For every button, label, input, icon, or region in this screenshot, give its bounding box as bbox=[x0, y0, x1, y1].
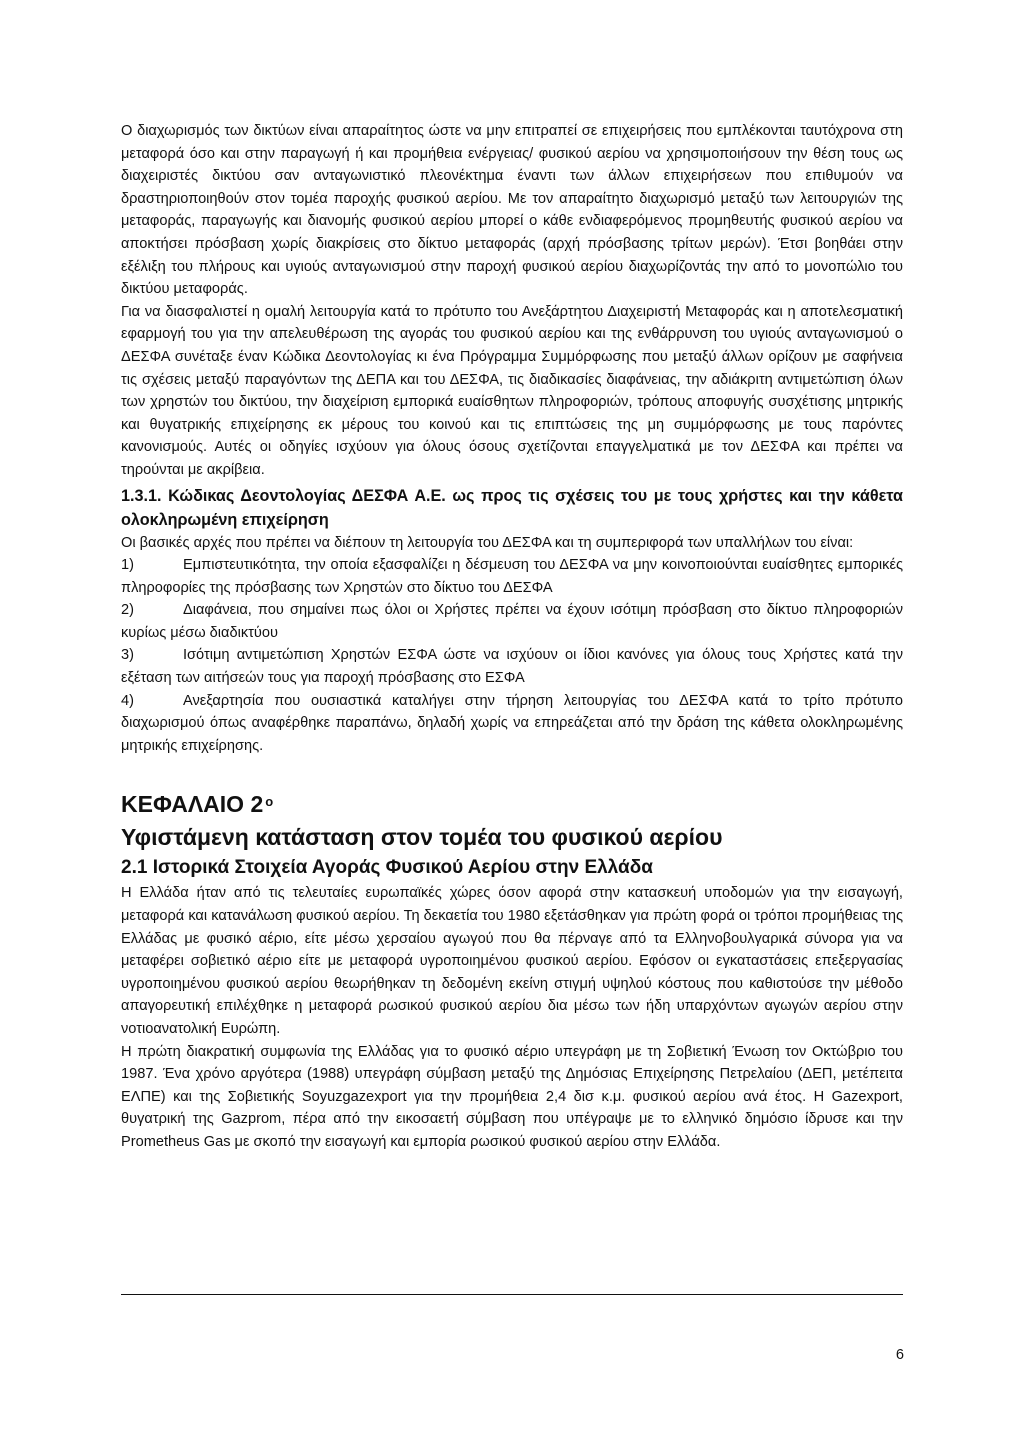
subsection-heading-2-1: 2.1 Ιστορικά Στοιχεία Αγοράς Φυσικού Αερίου στην Ελλάδα bbox=[121, 857, 653, 879]
paragraph-separation-of-networks: Ο διαχωρισμός των δικτύων είναι απαραίτητος ώστε να μην επιτραπεί σε επιχειρήσεις που εμπλέκονται ταυτόχρονα στη μεταφορά όσο και στην παραγωγή ή και προμήθεια ενέργειας/ φυσικού αερίου να χρησιμοποιήσουν την θέση τους ως διαχειριστές δικτύου σαν ανταγωνιστικό πλεονέκτημα έναντι των άλλων επιχειρήσεων που επιθυμούν να δραστηριοποιηθούν στον τομέα παροχής φυσικού αερίου. Με τον απαραίτητο διαχωρισμό μεταξύ των λειτουργιών της μεταφοράς, παραγωγής και διανομής φυσικού αερίου μπορεί ο κάθε ενδιαφερόμενος προμηθευτής φυσικού αερίου να αποκτήσει πρόσβαση χωρίς διακρίσεις στο δίκτυο μεταφοράς (αρχή πρόσβασης τρίτων μερών). Έτσι βοηθάει στην εξέλιξη του πλήρους και υγιούς ανταγωνισμού στην παροχή φυσικού αερίου διαχωρίζοντάς την από το μονοπώλιο του δικτύου μεταφοράς. bbox=[121, 123, 903, 298]
list-item-number: 1) bbox=[121, 557, 134, 574]
list-item-number: 4) bbox=[121, 692, 134, 709]
list-item bbox=[121, 690, 903, 758]
page-body bbox=[121, 120, 903, 1154]
chapter-label: ΚΕΦΑΛΑΙΟ 2 bbox=[121, 791, 264, 818]
list-item-text: Ισότιμη αντιμετώπιση Χρηστών ΕΣΦΑ ώστε να ισχύουν οι ίδιοι κανόνες για όλους τους Χρήστες κατά την εξέταση των αιτήσεών τους για παροχή πρόσβασης στο ΕΣΦΑ bbox=[121, 647, 903, 687]
chapter-superscript: ο bbox=[265, 794, 274, 810]
list-item bbox=[121, 554, 903, 599]
paragraph-history-1: Η Ελλάδα ήταν από τις τελευταίες ευρωπαϊκές χώρες όσον αφορά στην κατασκευή υποδομών για την εισαγωγή, μεταφορά και κατανάλωση φυσικού αερίου. Τη δεκαετία του 1980 εξετάσθηκαν για πρώτη φορά οι τρόποι προμήθειας της Ελλάδας με φυσικό αέριο, είτε μέσω χερσαίου αγωγού που θα πέρναγε από τα Ελληνοβουλγαρικά σύνορα για να μεταφέρει σοβιετικό αέριο είτε με μεταφορά υγροποιημένου φυσικού αερίου. Εφόσον οι εγκαταστάσεις επεξεργασίας υγροποιημένου φυσικού αερίου θεωρήθηκαν τη δεδομένη εκείνη στιγμή υψηλού κόστους που καθιστούσε την μέθοδο απαγορευτική επιλέχθηκε η μεταφορά ρωσικού φυσικού αερίου δια μέσω των ήδη υπαρχόντων αγωγών αερίου στην νοτιοανατολική Ευρώπη. bbox=[121, 885, 903, 1037]
section-heading-1-3-1: 1.3.1. Κώδικας Δεοντολογίας ΔΕΣΦΑ Α.Ε. ως προς τις σχέσεις του με τους χρήστες και την κάθετα ολοκληρωμένη επιχείρηση bbox=[121, 486, 903, 529]
paragraph-code-of-conduct: Για να διασφαλιστεί η ομαλή λειτουργία κατά το πρότυπο του Ανεξάρτητου Διαχειριστή Μεταφοράς και η αποτελεσματική εφαρμογή του για την απελευθέρωση της αγοράς του φυσικού αερίου και της ενθάρρυνση του υγιούς ανταγωνισμού ο ΔΕΣΦΑ συνέταξε έναν Κώδικα Δεοντολογίας κι ένα Πρόγραμμα Συμμόρφωσης που μεταξύ άλλων ορίζουν με σαφήνεια τις σχέσεις μεταξύ παραγόντων της ΔΕΠΑ και του ΔΕΣΦΑ, τις διαδικασίες διαφάνειας, την αδιάκριτη αντιμετώπιση όλων των χρηστών του δικτύου, την διαχείριση εμπορικά ευαίσθητων πληροφοριών, τρόπους αποφυγής συσχέτισης μητρικής και θυγατρικής επιχείρησης εκ μέρους του κοινού και τις επιπτώσεις της μη συμμόρφωσης με τους παρόντες κανονισμούς. Αυτές οι οδηγίες ισχύουν για όλους όσους σχετίζονται επαγγελματικά με τον ΔΕΣΦΑ και πρέπει να τηρούνται με ακρίβεια. bbox=[121, 303, 903, 478]
list-item-text: Ανεξαρτησία που ουσιαστικά καταλήγει στην τήρηση λειτουργίας του ΔΕΣΦΑ κατά το τρίτο πρότυπο διαχωρισμού όπως αναφέρθηκε παραπάνω, δηλαδή χωρίς να επηρεάζεται από την δράση της κάθετα ολοκληρωμένης μητρικής επιχείρησης. bbox=[121, 692, 903, 754]
paragraph-principles-intro: Οι βασικές αρχές που πρέπει να διέπουν τη λειτουργία του ΔΕΣΦΑ και τη συμπεριφορά των υπαλλήλων του είναι: bbox=[121, 534, 854, 551]
chapter-heading bbox=[121, 787, 903, 821]
list-item-number: 3) bbox=[121, 647, 134, 664]
paragraph-history-2: Η πρώτη διακρατική συμφωνία της Ελλάδας για το φυσικό αέριο υπεγράφη με τη Σοβιετική Ένωση τον Οκτώβριο του 1987. Ένα χρόνο αργότερα (1988) υπεγράφη σύμβαση μεταξύ της Δημόσιας Επιχείρησης Πετρελαίου (ΔΕΠ, μετέπειτα ΕΛΠΕ) και της Σοβιετικής Soyuzgazexport για την προμήθεια 2,4 δισ κ.μ. φυσικού αερίου ανά έτος. Η Gazexport, θυγατρική της Gazprom, πέρα από την εικοσαετή σύμβαση που υπέγραψε με το ελληνικό δημόσιο ίδρυσε και την Prometheus Gas με σκοπό την εισαγωγή και εμπορία ρωσικού φυσικού αερίου στην Ελλάδα. bbox=[121, 1043, 903, 1150]
list-item-text: Διαφάνεια, που σημαίνει πως όλοι οι Χρήστες πρέπει να έχουν ισότιμη πρόσβαση στο δίκτυο πληροφοριών κυρίως μέσω διαδικτύου bbox=[121, 602, 903, 641]
page-number: 6 bbox=[895, 1347, 904, 1363]
list-item-text: Εμπιστευτικότητα, την οποία εξασφαλίζει η δέσμευση του ΔΕΣΦΑ να μην κοινοποιούνται ευαίσθητες εμπορικές πληροφορίες της πρόσβασης των Χρηστών στο δίκτυο του ΔΕΣΦΑ bbox=[121, 557, 903, 596]
principles-list bbox=[121, 554, 903, 757]
list-item-number: 2) bbox=[121, 602, 134, 619]
chapter-title: Υφιστάμενη κατάσταση στον τομέα του φυσικού αερίου bbox=[121, 824, 723, 851]
list-item bbox=[121, 599, 903, 644]
footer-divider bbox=[121, 1294, 903, 1295]
list-item bbox=[121, 644, 903, 689]
